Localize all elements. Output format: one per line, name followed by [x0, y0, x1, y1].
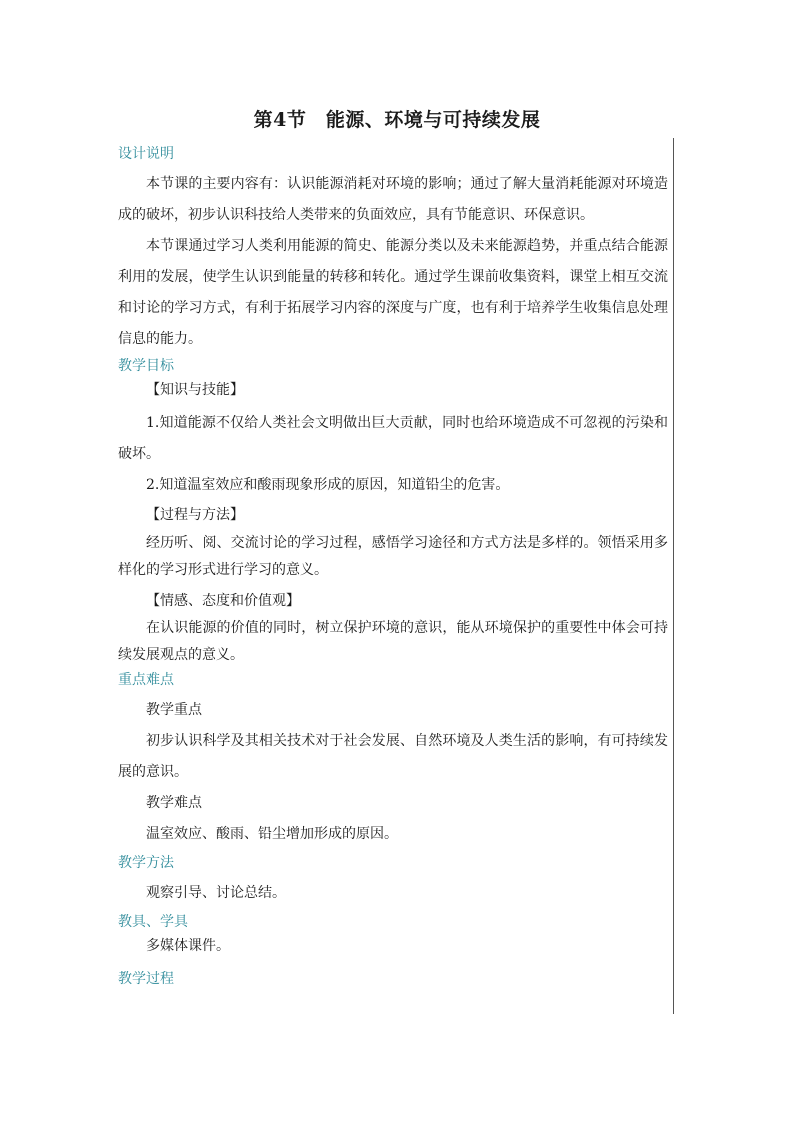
tools-text: 多媒体课件。 — [146, 938, 230, 954]
difficulty-text: 温室效应、酸雨、铅尘增加形成的原因。 — [146, 826, 398, 842]
focus-text: 初步认识科学及其相关技术对于社会发展、自然环境及人类生活的影响，有可持续发展的意识。 — [118, 733, 668, 780]
knowledge-label: 【知识与技能】 — [146, 382, 244, 398]
emotion-label: 【情感、态度和价值观】 — [146, 593, 300, 609]
table-border-line — [673, 138, 674, 1014]
document-body — [118, 143, 668, 990]
section-heading-design: 设计说明 — [118, 146, 174, 162]
emotion-text: 在认识能源的价值的同时，树立保护环境的意识，能从环境保护的重要性中体会可持续发展观点的意义。 — [118, 620, 668, 663]
methods-text: 观察引导、讨论总结。 — [146, 885, 286, 901]
section-heading-goals: 教学目标 — [118, 358, 174, 374]
section-heading-process: 教学过程 — [118, 971, 174, 987]
knowledge-item-1: 1.知道能源不仅给人类社会文明做出巨大贡献，同时也给环境造成不可忽视的污染和破坏。 — [118, 415, 668, 462]
focus-label: 教学重点 — [146, 702, 202, 718]
section-heading-tools: 教具、学具 — [118, 914, 188, 930]
section-heading-keypoints: 重点难点 — [118, 672, 174, 688]
design-paragraph-2: 本节课通过学习人类利用能源的简史、能源分类以及未来能源趋势，并重点结合能源利用的发展，使学生认识到能量的转移和转化。通过学生课前收集资料，课堂上相互交流和讨论的学习方式，有利于拓展学习内容的深度与广度，也有利于培养学生收集信息处理信息的能力。 — [118, 238, 668, 347]
difficulty-label: 教学难点 — [146, 795, 202, 811]
design-paragraph-1: 本节课的主要内容有：认识能源消耗对环境的影响；通过了解大量消耗能源对环境造成的破坏，初步认识科技给人类带来的负面效应，具有节能意识、环保意识。 — [118, 176, 668, 223]
section-heading-methods: 教学方法 — [118, 855, 174, 871]
process-text: 经历听、阅、交流讨论的学习过程，感悟学习途径和方式方法是多样的。领悟采用多样化的学习形式进行学习的意义。 — [118, 535, 668, 578]
page-title: 第4节 能源、环境与可持续发展 — [253, 109, 541, 131]
process-label: 【过程与方法】 — [146, 507, 244, 523]
knowledge-item-2: 2.知道温室效应和酸雨现象形成的原因，知道铅尘的危害。 — [146, 477, 510, 493]
